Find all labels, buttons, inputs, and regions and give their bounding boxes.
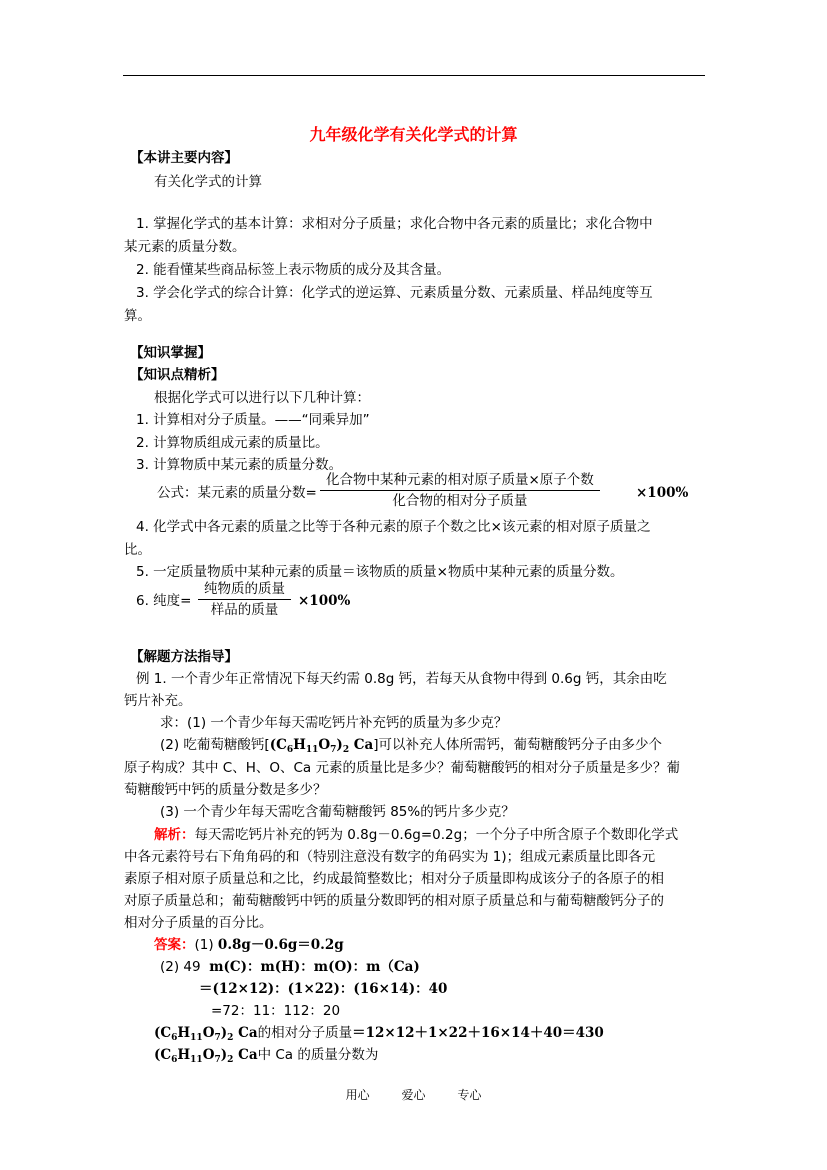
- objective-line: 2. 能看懂某些商品标签上表示物质的成分及其含量。: [136, 262, 451, 278]
- section-heading-main-content: 【本讲主要内容】: [130, 150, 238, 166]
- answer-2: [160, 958, 420, 976]
- section-heading-key-points: 【知识点精析】: [130, 367, 225, 383]
- answer-label: 答案：: [154, 937, 195, 953]
- calcium-gluconate-formula: $(C_6H_{11}O_7)_2$ Ca: [269, 737, 374, 755]
- analysis-label: 解析：: [154, 827, 195, 843]
- footer-motto: 爱心: [401, 1088, 426, 1102]
- objective-line: 某元素的质量分数。: [124, 239, 246, 255]
- calcium-gluconate-formula: $(C_6H_{11}O_7)_2$ Ca: [154, 1025, 258, 1043]
- mass-ratio-expression: m(C)：m(H)：m(O)：m（Ca): [209, 959, 420, 975]
- objective-line: 1. 掌握化学式的基本计算：求相对分子质量；求化合物中各元素的质量比；求化合物中: [136, 216, 653, 232]
- mass-ratio-result: =72：11：112：20: [211, 1003, 341, 1019]
- formula-denominator: 化合物的相对分子质量: [392, 493, 528, 509]
- question-2-suffix: ]可以补充人体所需钙，葡萄糖酸钙分子由多少个: [373, 737, 663, 753]
- question-1: 求：(1) 一个青少年每天需吃钙片补充钙的质量为多少克？: [160, 715, 508, 731]
- answer-1: [154, 936, 344, 954]
- question-2-text: 萄糖酸钙中钙的质量分数是多少？: [124, 782, 327, 798]
- formula-multiplier: ×100%: [636, 485, 689, 501]
- example-text: 钙片补充。: [124, 693, 192, 709]
- analysis-text: 每天需吃钙片补充的钙为 0.8g－0.6g=0.2g；一个分子中所含原子个数即化学式: [194, 827, 679, 843]
- header-rule: [123, 75, 705, 76]
- footer-motto: 用心: [345, 1088, 370, 1102]
- key-points-intro: 根据化学式可以进行以下几种计算：: [154, 390, 370, 406]
- page-footer: [0, 1086, 827, 1103]
- analysis-line: [154, 826, 678, 844]
- formula-numerator: 化合物中某种元素的相对原子质量×原子个数: [326, 472, 594, 488]
- formula-label: 公式：某元素的质量分数=: [157, 485, 317, 501]
- key-point-item: 比。: [124, 542, 151, 558]
- key-point-item: 1. 计算相对分子质量。——“同乘异加”: [136, 412, 370, 428]
- question-2-text: 原子构成？其中 C、H、O、Ca 元素的质量比是多少？葡萄糖酸钙的相对分子质量是多少？葡: [124, 760, 680, 776]
- molecular-mass-calculation: ＝12×12＋1×22＋16×14＋40＝430: [352, 1025, 604, 1041]
- answer-1-equation: 0.8g－0.6g＝0.2g: [217, 937, 344, 953]
- key-point-item: 5. 一定质量物质中某种元素的质量＝该物质的质量×物质中某种元素的质量分数。: [136, 564, 624, 580]
- key-point-item: 2. 计算物质组成元素的质量比。: [136, 435, 329, 451]
- analysis-text: 中各元素符号右下角角码的和（特别注意没有数字的角码实为 1)；组成元素质量比即各元: [124, 849, 656, 865]
- section-heading-knowledge: 【知识掌握】: [130, 345, 211, 361]
- mass-ratio-calculation: ＝(12×12)：(1×22)：(16×14)：40: [199, 981, 448, 997]
- analysis-text: 相对分子质量的百分比。: [124, 915, 273, 931]
- purity-multiplier: ×100%: [298, 593, 351, 609]
- purity-label: 6. 纯度=: [136, 593, 192, 609]
- calcium-fraction-line: [154, 1046, 378, 1069]
- molecular-mass-line: [154, 1024, 604, 1047]
- calcium-gluconate-formula: $(C_6H_{11}O_7)_2$ Ca: [154, 1047, 258, 1065]
- question-3: (3) 一个青少年每天需吃含葡萄糖酸钙 85%的钙片多少克？: [160, 804, 515, 820]
- molecular-mass-label: 的相对分子质量: [257, 1025, 353, 1041]
- purity-formula: [198, 580, 291, 619]
- analysis-text: 对原子质量总和；葡萄糖酸钙中钙的质量分数即钙的相对原子质量总和与葡萄糖酸钙分子的: [124, 893, 664, 909]
- question-2-prefix: (2) 吃葡萄糖酸钙[: [160, 737, 270, 753]
- key-point-item: 3. 计算物质中某元素的质量分数。: [136, 457, 343, 473]
- answer-1-index: (1): [194, 937, 214, 953]
- section-heading-method: 【解题方法指导】: [130, 649, 238, 665]
- purity-denominator: 样品的质量: [210, 602, 279, 618]
- calcium-fraction-label: 中 Ca 的质量分数为: [257, 1047, 379, 1063]
- footer-motto: 专心: [457, 1088, 482, 1102]
- analysis-text: 素原子相对原子质量总和之比，约成最简整数比；相对分子质量即构成该分子的各原子的相: [124, 871, 664, 887]
- answer-2-value: (2) 49: [160, 959, 201, 975]
- key-point-item: 4. 化学式中各元素的质量之比等于各种元素的原子个数之比×该元素的相对原子质量之: [136, 519, 651, 535]
- question-2: [160, 736, 662, 759]
- purity-numerator: 纯物质的质量: [204, 581, 285, 597]
- fraction-bar: [320, 490, 600, 491]
- main-content-subtitle: 有关化学式的计算: [154, 174, 262, 190]
- objective-line: 3. 学会化学式的综合计算：化学式的逆运算、元素质量分数、元素质量、样品纯度等互: [136, 285, 653, 301]
- example-text: 例 1. 一个青少年正常情况下每天约需 0.8g 钙，若每天从食物中得到 0.6g 钙，其余由吃: [136, 671, 667, 687]
- fraction-bar: [198, 599, 291, 600]
- mass-fraction-formula: [320, 471, 600, 510]
- page-title: 九年级化学有关化学式的计算: [309, 125, 518, 144]
- objective-line: 算。: [124, 308, 151, 324]
